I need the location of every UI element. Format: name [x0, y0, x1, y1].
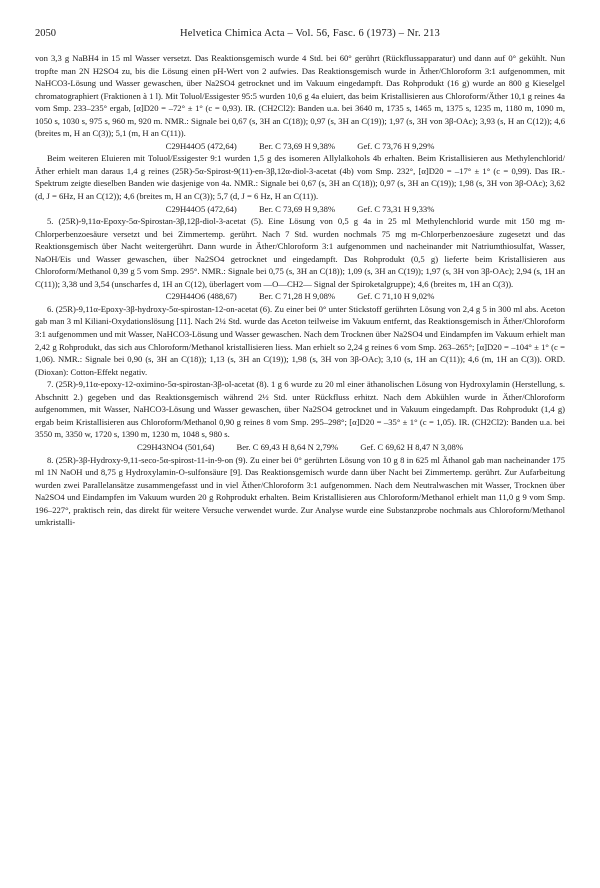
section-8-paragraph: 8. (25R)-3β-Hydroxy-9,11-seco-5α-spirost-11-in-9-on (9). Zu einer bei 0° gerührten Lösung von 10 g 8 in 625 ml Äthanol gab man nacheinander 175 ml 1N NaOH und 8,75 g Hydroxylamin-O-sulfonsäure [9]. Das Reaktionsgemisch wurde dann über Nacht bei Zimmertemp. gerührt. Zur Aufarbeitung wurden zwei Parallelansätze zusammengefasst und in viel Äther/Chloroform 3:1 aufgenommen. Nach dem Neutralwaschen mit Wasser, Trocknen über Na2SO4 und Eindampfen im Vakuum wurden 20 g Rohprodukt erhalten. Beim Kristallisieren aus Chloroform/Methanol erhielt man 11,0 g 9 vom Smp. 196–227°, praktisch rein, das direkt für weitere Versuche verwendet wurde. Zur Analyse wurde eine Substanzprobe nochmals aus Chloroform/Methanol umkristalli-	[35, 454, 565, 528]
analysis-found: Gef. C 73,76 H 9,29%	[357, 140, 435, 151]
elemental-analysis	[35, 290, 565, 303]
analysis-formula: C29H43NO4 (501,64)	[137, 441, 215, 452]
analysis-calculated: Ber. C 71,28 H 9,08%	[258, 291, 336, 302]
analysis-calculated: Ber. C 73,69 H 9,38%	[258, 203, 336, 214]
analysis-calculated: Ber. C 73,69 H 9,38%	[258, 140, 336, 151]
elemental-analysis	[35, 441, 565, 454]
analysis-calculated: Ber. C 69,43 H 8,64 N 2,79%	[236, 441, 339, 452]
section-7-paragraph: 7. (25R)-9,11α-epoxy-12-oximino-5α-spirostan-3β-ol-acetat (8). 1 g 6 wurde zu 20 ml einer äthanolischen Lösung von Hydroxylamin (Herstellung, s. Abschnitt 2.) gegeben und das Reaktionsgemisch während 2½ Std. unter Rückfluss erhitzt. Nach dem Abkühlen wurde in Äther/Chloroform aufgenommen, mit Wasser, NaHCO3-Lösung und Wasser gewaschen, über Na2SO4 getrocknet und in Vakuum eingedampft. Das Rohprodukt (1,4 g) ergab beim Kristallisieren aus Chloroform/Methanol 0,90 g reines 8 vom Smp. 295–298°; [α]D20 = –35° ± 1° (c = 1,05). IR. (CH2Cl2): Banden u.a. bei 3550 m, 3350 w, 1720 s, 1390 m, 1230 m, 1048 s, 980 s.	[35, 379, 565, 440]
analysis-formula: C29H44O5 (472,64)	[165, 203, 237, 214]
analysis-found: Gef. C 69,62 H 8,47 N 3,08%	[360, 441, 463, 452]
section-6-paragraph: 6. (25R)-9,11α-Epoxy-3β-hydroxy-5α-spirostan-12-on-acetat (6). Zu einer bei 0° unter Stickstoff gerührten Lösung von 2,4 g 5 in 300 ml abs. Aceton gab man 3 ml Kiliani-Oxydationslösung [11]. Nach 2¼ Std. wurde das Aceton teilweise im Vakuum entfernt, das Reaktionsgemisch in Äther/Chloroform 3:1 aufgenommen und mit Wasser, NaHCO3-Lösung und Wasser gewaschen. Nach dem Trocknen über Na2SO4 und Eindampfen im Vakuum erhielt man 2,42 g Rohprodukt, das sich aus Chloroform/Methanol kristallisieren liess. Man erhielt so 2,24 g reines 6 vom Smp. 263–265°; [α]D20 = –104° ± 1° (c = 1,06). NMR.: Signale bei 0,90 (s, 3H an C(18)); 1,13 (s, 3H an C(19)); 1,98 (s, 3H von 3β-OAc); 3,10 (s, 1H an C(11)); 4,6 (m, 1H an C(3)). ORD. (Dioxan): Cotton-Effekt negativ.	[35, 303, 565, 377]
analysis-formula: C29H44O6 (488,67)	[165, 291, 237, 302]
section-5-paragraph: 5. (25R)-9,11α-Epoxy-5α-Spirostan-3β,12β-diol-3-acetat (5). Eine Lösung von 0,5 g 4a in 25 ml Methylenchlorid wurde mit 150 mg m-Chlorperbenzoesäure versetzt und bei Zimmertemp. gerührt. Nach 7 Std. wurden nochmals 75 mg m-Chlorperbenzoesäure zugesetzt und das Reaktionsgemisch über Nacht weitergerührt. Dann wurde in Äther/Chloroform 3:1 aufgenommen und nacheinander mit Natriumthiosulfat, Wasser, NaOH/Eis und Wasser gewaschen, über Na2SO4 getrocknet und eingedampft. Das Rohprodukt (0,5 g) lieferte beim Kristallisieren aus Chloroform/Methanol 0,39 g 5 vom Smp. 295°. NMR.: Signale bei 0,75 (s, 3H an C(18)); 1,09 (s, 3H an C(19)); 1,97 (s, 3H von 3β-OAc); 2,94 (s, 1H an C(11)); 3,38 und 3,54 (unscharfes d, 1H an C(12), überlagert vom —O—CH2— Signal der Spiroketalgruppe); 4,6 (breites m, 1H an C(3)).	[35, 216, 565, 289]
journal-citation: Helvetica Chimica Acta – Vol. 56, Fasc. 6 (1973) – Nr. 213	[180, 28, 440, 39]
elemental-analysis	[35, 140, 565, 153]
analysis-found: Gef. C 71,10 H 9,02%	[357, 291, 435, 302]
elemental-analysis	[35, 203, 565, 216]
journal-page	[35, 28, 565, 529]
paragraph: Beim weiteren Eluieren mit Toluol/Essigester 9:1 wurden 1,5 g des isomeren Allylalkohols 4b erhalten. Beim Kristallisieren aus Methylenchlorid/Äther erhielt man daraus 1,4 g reines (25R)-5α-Spirost-9(11)-en-3β,12α-diol-3-acetat (4b) vom Smp. 232°, [α]D20 = –17° ± 1° (c = 0,99). Das IR.-Spektrum zeigte dieselben Banden wie dasjenige von 4a. NMR.: Signale bei 0,67 (s, 3H an C(18)); 0,97 (s, 3H an C(19)); 1,98 (s, 3H von 3β-OAc); 3,62 (d, J = 6Hz, H an C(12)); 4,6 (breites m, H an C(3)); 5,7 (d, J = 6 Hz, H an C(11)).	[35, 153, 565, 202]
analysis-formula: C29H44O5 (472,64)	[165, 140, 237, 151]
analysis-found: Gef. C 73,31 H 9,33%	[357, 203, 435, 214]
paragraph: von 3,3 g NaBH4 in 15 ml Wasser versetzt. Das Reaktionsgemisch wurde 4 Std. bei 60° gerührt (Rückflussapparatur) und dann auf 0° gekühlt. Nun tropfte man 2N H2SO4 zu, bis die Lösung einen pH-Wert von 2 aufwies. Das Reaktionsgemisch wurde in Äther/Chloroform 3:1 aufgenommen, mit NaHCO3-Lösung und Wasser gewaschen, über Na2SO4 getrocknet und im Vakuum eingedampft. Das Rohprodukt (16 g) wurde an 800 g Kieselgel chromatographiert (Fraktionen à 1 l). Mit Toluol/Essigester 95:5 wurden 10,6 g 4a eluiert, das beim Kristallisieren aus Chloroform/Äther 10,1 g reines 4a vom Smp. 233–235° ergab, [α]D20 = –72° ± 1° (c = 0,93). IR. (CH2Cl2): Banden u.a. bei 3640 m, 1735 s, 1465 m, 1375 s, 1235 m, 1180 m, 1090 m, 1050 s, 1030 s, 975 s, 960 m, 920 m. NMR.: Signale bei 0,67 (s, 3H an C(18)); 0,97 (s, 3H an C(19)); 1,97 (s, 3H von 3β-OAc); 3,93 (s, H an C(12)); 4,6 (breites m, H an C(3)); 5,1 (m, H an C(11)).	[35, 53, 565, 139]
page-number: 2050	[35, 28, 56, 39]
article-body	[35, 52, 565, 529]
page-header	[35, 28, 565, 46]
